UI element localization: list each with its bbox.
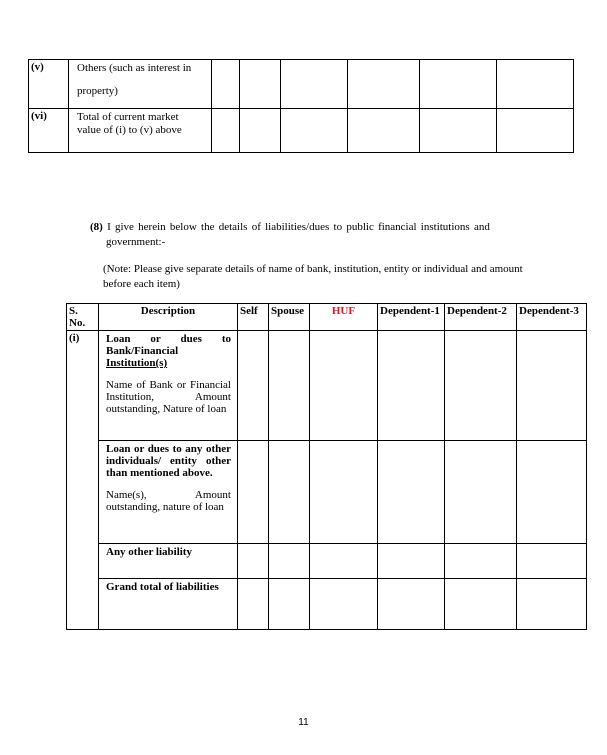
value-cell[interactable] [238,579,269,630]
row-title: Loan or dues to any other individuals/ entity other than mentioned above. [106,443,231,479]
header-dependent-3: Dependent-3 [517,304,587,331]
page-number: 11 [298,717,309,728]
value-cell[interactable] [445,331,517,441]
value-cell[interactable] [517,579,587,630]
row-description [69,60,212,109]
value-cell[interactable] [310,544,378,579]
table-row [67,544,587,579]
value-cell[interactable] [420,109,497,153]
row-title: Loan or dues to Bank/Financial [106,333,231,357]
value-cell[interactable] [238,331,269,441]
row-description [99,331,238,441]
value-cell[interactable] [310,441,378,544]
value-cell[interactable] [378,441,445,544]
value-cell[interactable] [348,109,420,153]
value-cell[interactable] [269,544,310,579]
value-cell[interactable] [281,109,348,153]
header-dependent-1: Dependent-1 [378,304,445,331]
row-subtext: Name of Bank or Financial Institution, Amount outstanding, Nature of loan [106,379,231,415]
value-cell[interactable] [420,60,497,109]
header-dependent-2: Dependent-2 [445,304,517,331]
value-cell[interactable] [445,544,517,579]
value-cell[interactable] [310,331,378,441]
row-title-underlined: Institution(s) [106,357,168,369]
value-cell[interactable] [348,60,420,109]
value-cell[interactable] [240,60,281,109]
header-spouse: Spouse [269,304,310,331]
value-cell[interactable] [310,579,378,630]
section-text: I give herein below the details of liabilities/dues to public financial institutions and [107,221,490,233]
value-cell[interactable] [445,441,517,544]
table-row [67,441,587,544]
header-row [67,304,587,331]
value-cell[interactable] [212,60,240,109]
row-description: Grand total of liabilities [99,579,238,630]
description-line: property) [77,85,118,97]
value-cell[interactable] [517,331,587,441]
row-number: (i) [67,331,99,630]
value-cell[interactable] [517,544,587,579]
value-cell[interactable] [378,544,445,579]
section-number: (8) [90,221,103,233]
row-description [99,441,238,544]
header-description: Description [99,304,238,331]
row-description: Total of current market value of (i) to (v) above [69,109,212,153]
value-cell[interactable] [238,441,269,544]
liabilities-table [66,303,587,630]
value-cell[interactable] [445,579,517,630]
value-cell[interactable] [269,579,310,630]
value-cell[interactable] [269,331,310,441]
table-row [29,109,574,153]
section-text-continued: government:- [106,236,166,248]
description-line: Others (such as interest in [77,62,192,74]
value-cell[interactable] [212,109,240,153]
value-cell[interactable] [378,579,445,630]
table-row [67,579,587,630]
assets-table [28,59,574,153]
row-number: (vi) [29,109,69,153]
value-cell[interactable] [378,331,445,441]
row-number: (v) [29,60,69,109]
header-huf: HUF [310,304,378,331]
value-cell[interactable] [240,109,281,153]
value-cell[interactable] [238,544,269,579]
row-subtext: Name(s), Amount outstanding, nature of loan [106,489,231,513]
table-row [29,60,574,109]
value-cell[interactable] [497,60,574,109]
header-sno: S. No. [67,304,99,331]
value-cell[interactable] [269,441,310,544]
value-cell[interactable] [517,441,587,544]
section-8-note: (Note: Please give separate details of name of bank, institution, entity or individual and amount before each item) [103,263,523,290]
row-description: Any other liability [99,544,238,579]
value-cell[interactable] [281,60,348,109]
section-8-statement [90,220,550,250]
table-row [67,331,587,441]
header-self: Self [238,304,269,331]
value-cell[interactable] [497,109,574,153]
